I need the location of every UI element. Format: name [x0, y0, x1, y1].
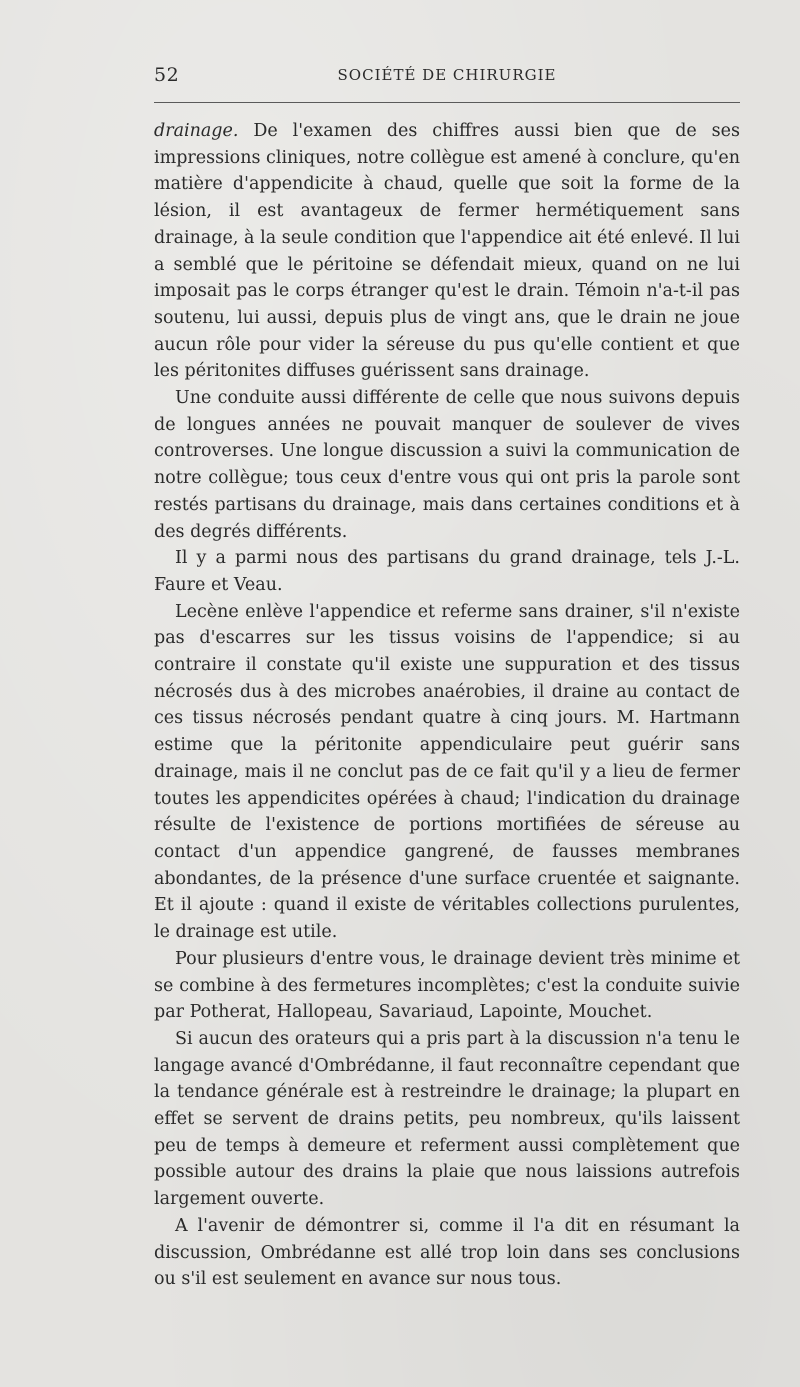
paragraph-1 [154, 118, 740, 385]
paragraph-6: Si aucun des orateurs qui a pris part à la discussion n'a tenu le langage avancé d'Ombrédanne, il faut reconnaître cependant que la tendance générale est à restreindre le drainage; la plupart en effet se servent de drains petits, peu nombreux, qu'ils laissent peu de temps à demeure et referment aussi complètement que possible autour des drains la plaie que nous laissions autrefois largement ouverte. [154, 1028, 740, 1210]
paragraph-4: Lecène enlève l'appendice et referme sans drainer, s'il n'existe pas d'escarres sur les tissus voisins de l'appendice; si au contraire il constate qu'il existe une suppuration et des tissus nécrosés dus à des microbes anaérobies, il draine au contact de ces tissus nécrosés pendant quatre à cinq jours. M. Hartmann estime que la péritonite appendiculaire peut guérir sans drainage, mais il ne conclut pas de ce fait qu'il y a lieu de fermer toutes les appendicites opérées à chaud; l'indication du drainage résulte de l'existence de portions mortifiées de séreuse au contact d'un appendice gangrené, de fausses membranes abondantes, de la présence d'une surface cruentée et saignante. Et il ajoute : quand il existe de véritables collections purulentes, le drainage est utile. [154, 601, 740, 943]
paragraph-2: Une conduite aussi différente de celle que nous suivons depuis de longues années ne pouvait manquer de soulever de vives controverses. Une longue discussion a suivi la communication de notre collègue; tous ceux d'entre vous qui ont pris la parole sont restés partisans du drainage, mais dans certaines conditions et à des degrés différents. [154, 388, 740, 542]
page-number: 52 [154, 64, 180, 86]
paragraph-1-lead: drainage. [154, 121, 239, 141]
paragraph-1-text: De l'examen des chiffres aussi bien que de ses impressions cliniques, notre collègue est amené à conclure, qu'en matière d'appendicite à chaud, quelle que soit la forme de la lésion, il est avantageux de fermer hermétiquement sans drainage, à la seule condition que l'appendice ait été enlevé. Il lui a semblé que le péritoine se défendait mieux, quand on ne lui imposait pas le corps étranger qu'est le drain. Témoin n'a-t-il pas soutenu, lui aussi, depuis plus de vingt ans, que le drain ne joue aucun rôle pour vider la séreuse du pus qu'elle contient et que les péritonites diffuses guérissent sans drainage. [154, 121, 740, 382]
paragraph-3: Il y a parmi nous des partisans du grand drainage, tels J.-L. Faure et Veau. [154, 548, 740, 595]
header-rule [154, 102, 740, 103]
page-header [154, 58, 740, 88]
body-text [154, 118, 740, 1293]
paragraph-5: Pour plusieurs d'entre vous, le drainage devient très minime et se combine à des fermetures incomplètes; c'est la conduite suivie par Potherat, Hallopeau, Savariaud, Lapointe, Mouchet. [154, 948, 740, 1023]
paragraph-7: A l'avenir de démontrer si, comme il l'a dit en résumant la discussion, Ombrédanne est allé trop loin dans ses conclusions ou s'il est seulement en avance sur nous tous. [154, 1215, 740, 1290]
running-head: SOCIÉTÉ DE CHIRURGIE [337, 66, 557, 84]
